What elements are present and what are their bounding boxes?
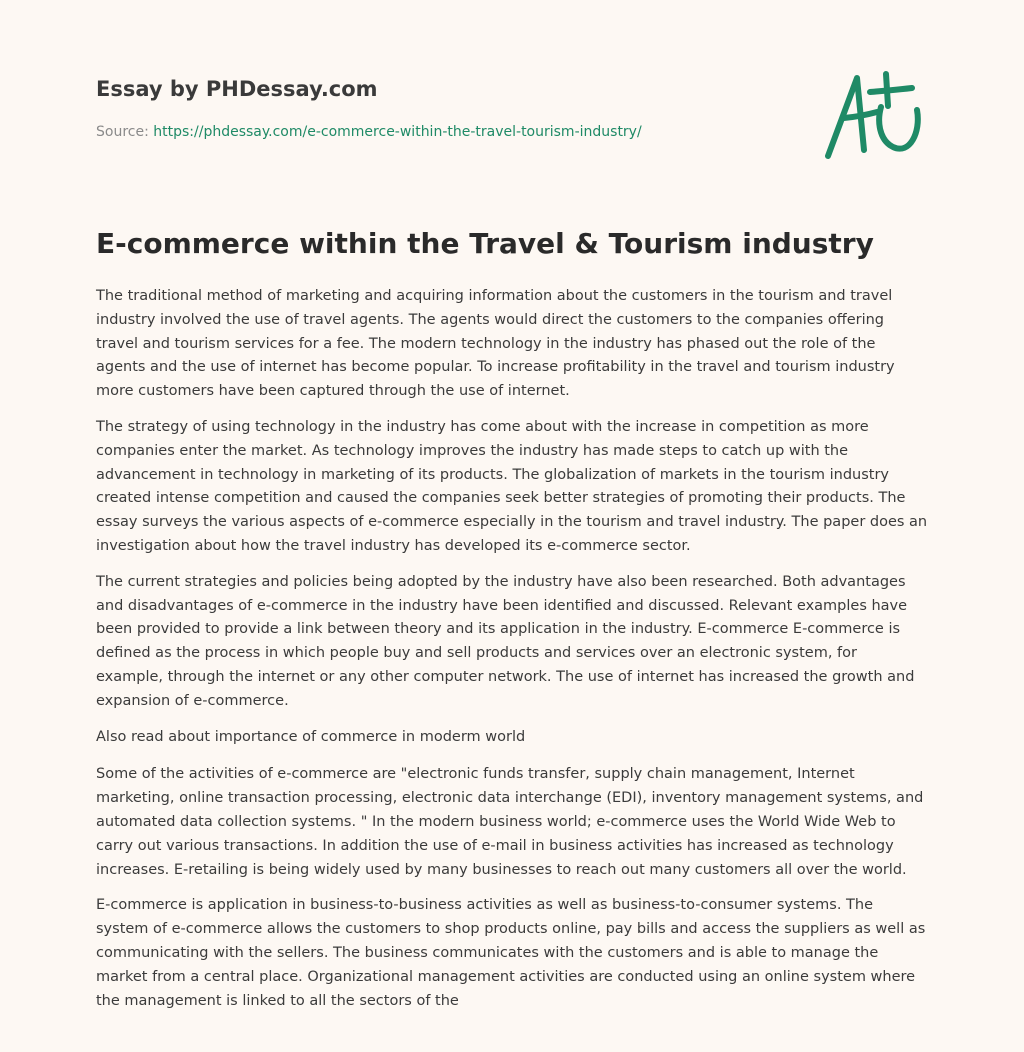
related-reading-text: Also read about importance of commerce in moderm world: [96, 728, 526, 745]
article-paragraph-3: The current strategies and policies being adopted by the industry have also been researched. Both advantages and disadvantages of e-commerce in the industry have been identified and discussed. Relevant examples have been provided to provide a link between theory and its application in the industry. E-commerce E-commerce is defined as the process in which people buy and sell products and services over an electronic system, for example, through the internet or any other computer network. The use of internet has increased the growth and expansion of e-commerce.: [96, 573, 915, 709]
article-paragraph-4: Some of the activities of e-commerce are "electronic funds transfer, supply chain management, Internet marketing, online transaction processing, electronic data interchange (EDI), inventory management systems, and automated data collection systems. " In the modern business world; e-commerce uses the World Wide Web to carry out various transactions. In addition the use of e-mail in business activities has increased as technology increases. E-retailing is being widely used by many businesses to reach out many customers all over the world.: [96, 766, 924, 878]
article-paragraph-1: The traditional method of marketing and acquiring information about the customers in the tourism and travel industry involved the use of travel agents. The agents would direct the customers to the companies offering travel and tourism services for a fee. The modern technology in the industry has phased out the role of the agents and the use of internet has become popular. To increase profitability in the travel and tourism industry more customers have been captured through the use of internet.: [96, 288, 895, 400]
site-header: [96, 74, 816, 142]
source-label: Source:: [96, 124, 149, 140]
a-plus-logo: [820, 66, 932, 166]
site-brand: Essay by PHDessay.com: [96, 77, 378, 101]
source-link[interactable]: https://phdessay.com/e-commerce-within-the-travel-tourism-industry/: [153, 124, 642, 140]
article-paragraph-5: E-commerce is application in business-to-business activities as well as business-to-consumer systems. The system of e-commerce allows the customers to shop products online, pay bills and access the suppliers as well as communicating with the sellers. The business communicates with the customers and is able to manage the market from a central place. Organizational management activities are conducted using an online system where the management is linked to all the sectors of the: [96, 897, 926, 1009]
article-paragraph-2: The strategy of using technology in the industry has come about with the increase in competition as more companies enter the market. As technology improves the industry has made steps to catch up with the advancement in technology in marketing of its products. The globalization of markets in the tourism industry created intense competition and caused the companies seek better strategies of promoting their products. The essay surveys the various aspects of e-commerce especially in the tourism and travel industry. The paper does an investigation about how the travel industry has developed its e-commerce sector.: [96, 418, 928, 554]
page-title: E-commerce within the Travel & Tourism industry: [96, 227, 874, 260]
article-body: [96, 285, 928, 1025]
source-line: [96, 122, 816, 142]
